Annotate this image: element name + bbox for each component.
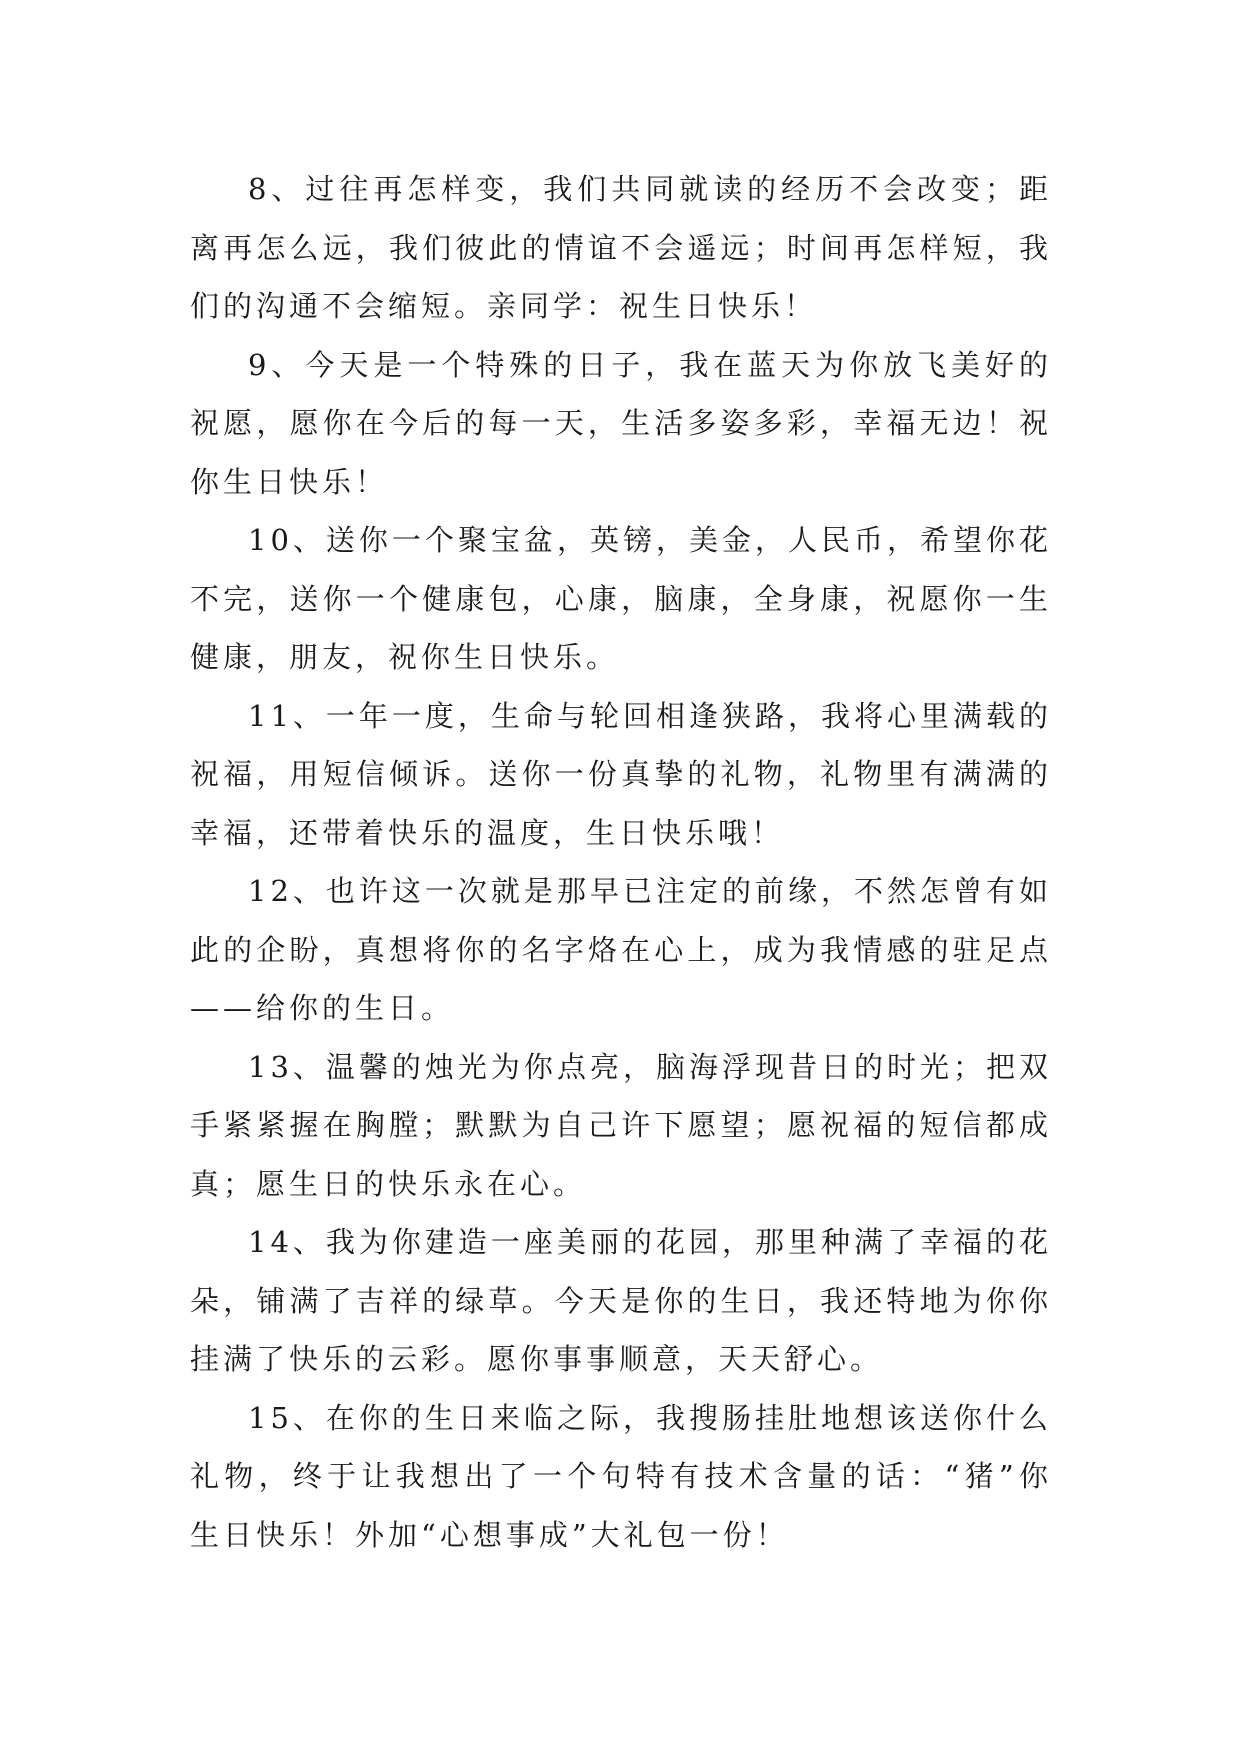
paragraph-9: 9、今天是一个特殊的日子，我在蓝天为你放飞美好的祝愿，愿你在今后的每一天，生活多姿多彩，幸福无边！祝你生日快乐！ (190, 347, 1052, 499)
paragraph-15: 15、在你的生日来临之际，我搜肠挂肚地想该送你什么礼物，终于让我想出了一个句特有技术含量的话：“猪”你生日快乐！外加“心想事成”大礼包一份！ (190, 1400, 1052, 1552)
paragraph-13: 13、温馨的烛光为你点亮，脑海浮现昔日的时光；把双手紧紧握在胸膛；默默为自己许下愿望；愿祝福的短信都成真；愿生日的快乐永在心。 (190, 1049, 1052, 1201)
paragraph-11: 11、一年一度，生命与轮回相逢狭路，我将心里满载的祝福，用短信倾诉。送你一份真挚的礼物，礼物里有满满的幸福，还带着快乐的温度，生日快乐哦！ (190, 698, 1052, 850)
paragraph-12: 12、也许这一次就是那早已注定的前缘，不然怎曾有如此的企盼，真想将你的名字烙在心上，成为我情感的驻足点——给你的生日。 (190, 874, 1052, 1025)
paragraph-10: 10、送你一个聚宝盆，英镑，美金，人民币，希望你花不完，送你一个健康包，心康，脑康，全身康，祝愿你一生健康，朋友，祝你生日快乐。 (190, 523, 1052, 674)
paragraph-14: 14、我为你建造一座美丽的花园，那里种满了幸福的花朵，铺满了吉祥的绿草。今天是你的生日，我还特地为你你挂满了快乐的云彩。愿你事事顺意，天天舒心。 (190, 1225, 1052, 1376)
paragraph-8: 8、过往再怎样变，我们共同就读的经历不会改变；距离再怎么远，我们彼此的情谊不会遥远；时间再怎样短，我们的沟通不会缩短。亲同学：祝生日快乐！ (190, 172, 1052, 323)
document-body (190, 160, 1052, 1564)
